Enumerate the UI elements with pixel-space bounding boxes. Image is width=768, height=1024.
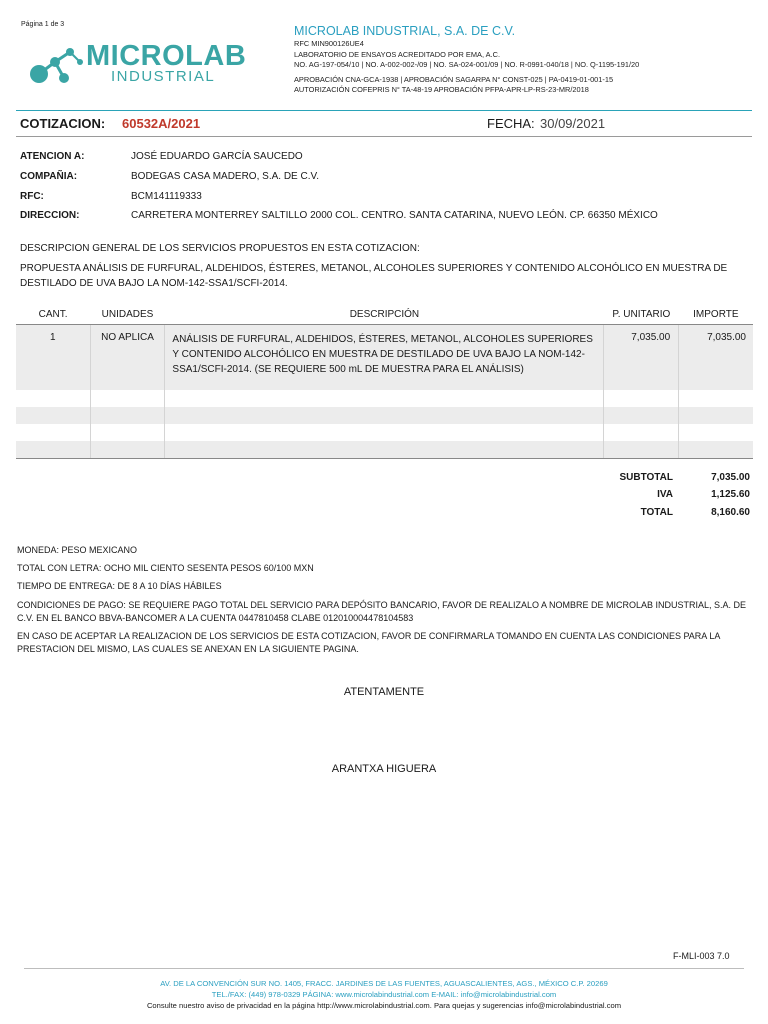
currency-note: MONEDA: PESO MEXICANO <box>17 545 138 555</box>
iva-value: 1,125.60 <box>711 489 750 500</box>
address-value: CARRETERA MONTERREY SALTILLO 2000 COL. CENTRO. SANTA CATARINA, NUEVO LEÓN. CP. 66350 MÉXICO <box>131 210 658 221</box>
form-code: F-MLI-003 7.0 <box>673 951 730 961</box>
attention-label: ATENCION A: <box>20 151 85 162</box>
header-description: DESCRIPCIÓN <box>165 305 604 325</box>
attention-value: JOSÉ EDUARDO GARCÍA SAUCEDO <box>131 151 303 162</box>
header-divider <box>16 110 752 111</box>
footer-address: AV. DE LA CONVENCIÓN SUR NO. 1405, FRACC. JARDINES DE LAS FUENTES, AGUASCALIENTES, AGS., MÉXICO C.P. 20269 <box>160 979 608 988</box>
quote-date: 30/09/2021 <box>540 116 606 131</box>
quote-divider <box>16 136 752 137</box>
signer-name: ARANTXA HIGUERA <box>331 763 437 775</box>
company-value: BODEGAS CASA MADERO, S.A. DE C.V. <box>131 171 320 182</box>
description-title: DESCRIPCION GENERAL DE LOS SERVICIOS PROPUESTOS EN ESTA COTIZACION: <box>20 243 420 254</box>
logo-subtitle: INDUSTRIAL <box>111 68 216 85</box>
total-label: TOTAL <box>640 507 673 518</box>
delivery-note: TIEMPO DE ENTREGA: DE 8 A 10 DÍAS HÁBILES <box>17 581 222 591</box>
company-authorization: AUTORIZACIÓN COFEPRIS N° TA-48-19 APROBACIÓN PFPA-APR-LP-RS-23-MR/2018 <box>294 85 589 94</box>
company-label: COMPAÑIA: <box>20 171 78 182</box>
footer-privacy: Consulte nuestro aviso de privacidad en la página http://www.microlabindustrial.com. Para quejas y sugerencias info@microlabindustrial.com <box>146 1001 622 1010</box>
item-description: ANÁLISIS DE FURFURAL, ALDEHIDOS, ÉSTERES, METANOL, ALCOHOLES SUPERIORES Y CONTENIDO ALCOHÓLICO EN MUESTRA DE DESTILADO DE UVA BAJO LA NOM-142-SSA1/SCFI-2014. (SE REQUIERE 500 mL DE MUESTRA PARA EL ANÁLISIS) <box>165 325 604 391</box>
subtotal-value: 7,035.00 <box>711 472 750 483</box>
company-approvals: APROBACIÓN CNA-GCA-1938 | APROBACIÓN SAGARPA N° CONST-025 | PA-0419-01-001-15 <box>294 74 614 84</box>
header-qty: CANT. <box>16 305 90 325</box>
page-indicator: Página 1 de 3 <box>21 21 65 28</box>
logo-wordmark: MICROLAB <box>86 40 247 72</box>
company-lab: LABORATORIO DE ENSAYOS ACREDITADO POR EMA, A.C. <box>294 49 501 59</box>
company-rfc: RFC MIN900126UE4 <box>294 39 364 48</box>
address-label: DIRECCION: <box>20 210 80 221</box>
company-header <box>294 23 754 96</box>
empty-row <box>16 441 753 459</box>
total-words-note: TOTAL CON LETRA: OCHO MIL CIENTO SESENTA PESOS 60/100 MXN <box>17 563 314 573</box>
item-amount: 7,035.00 <box>679 325 753 391</box>
subtotal-label: SUBTOTAL <box>619 472 673 483</box>
quote-number: 60532A/2021 <box>122 116 201 131</box>
closing-text: ATENTAMENTE <box>343 686 425 698</box>
item-qty: 1 <box>16 325 90 391</box>
rfc-label: RFC: <box>20 191 44 202</box>
empty-row <box>16 390 753 407</box>
company-logo <box>28 38 247 90</box>
date-label: FECHA: <box>487 116 535 131</box>
molecule-icon <box>28 38 90 90</box>
header-amount: IMPORTE <box>679 305 753 325</box>
total-value: 8,160.60 <box>711 507 750 518</box>
empty-row <box>16 407 753 424</box>
payment-note: CONDICIONES DE PAGO: SE REQUIERE PAGO TOTAL DEL SERVICIO PARA DEPÓSITO BANCARIO, FAVOR DE REALIZALO A NOMBRE DE MICROLAB INDUSTRIAL, S.A. DE C.V. EN EL BANCO BBVA-BANCOMER A LA CUENTA 0447810458 CLABE 012010004478104583 <box>17 600 747 623</box>
item-unit-price: 7,035.00 <box>604 325 679 391</box>
table-row <box>16 325 753 391</box>
empty-row <box>16 424 753 441</box>
footer-divider <box>24 968 744 969</box>
iva-label: IVA <box>657 489 673 500</box>
quote-label: COTIZACION: <box>20 116 106 131</box>
footer-contact: TEL./FAX: (449) 978-0329 PÁGINA: www.microlabindustrial.com E-MAIL: info@microlabindustrial.com <box>211 990 557 999</box>
rfc-value: BCM141119333 <box>131 191 202 202</box>
company-name: MICROLAB INDUSTRIAL, S.A. DE C.V. <box>294 24 516 38</box>
items-table <box>16 305 753 459</box>
table-header-row <box>16 305 753 325</box>
acceptance-note: EN CASO DE ACEPTAR LA REALIZACION DE LOS SERVICIOS DE ESTA COTIZACION, FAVOR DE CONFIRMARLA TOMANDO EN CUENTA LAS CONDICIONES PARA LA PRESTACION DEL MISMO, LAS CUALES SE ANEXAN EN LA SIGUIENTE PAGINA. <box>17 631 720 654</box>
header-units: UNIDADES <box>90 305 165 325</box>
item-units: NO APLICA <box>90 325 165 391</box>
description-body: PROPUESTA ANÁLISIS DE FURFURAL, ALDEHIDOS, ÉSTERES, METANOL, ALCOHOLES SUPERIORES Y CONTENIDO ALCOHÓLICO EN MUESTRA DE DESTILADO DE UVA BAJO LA NOM-142-SSA1/SCFI-2014. <box>20 263 728 289</box>
company-accreditations: NO. AG-197-054/10 | NO. A-002-002-/09 | NO. SA-024-001/09 | NO. R-0991-040/18 | NO. Q-1195-191/20 <box>294 60 640 69</box>
header-unit-price: P. UNITARIO <box>604 305 679 325</box>
